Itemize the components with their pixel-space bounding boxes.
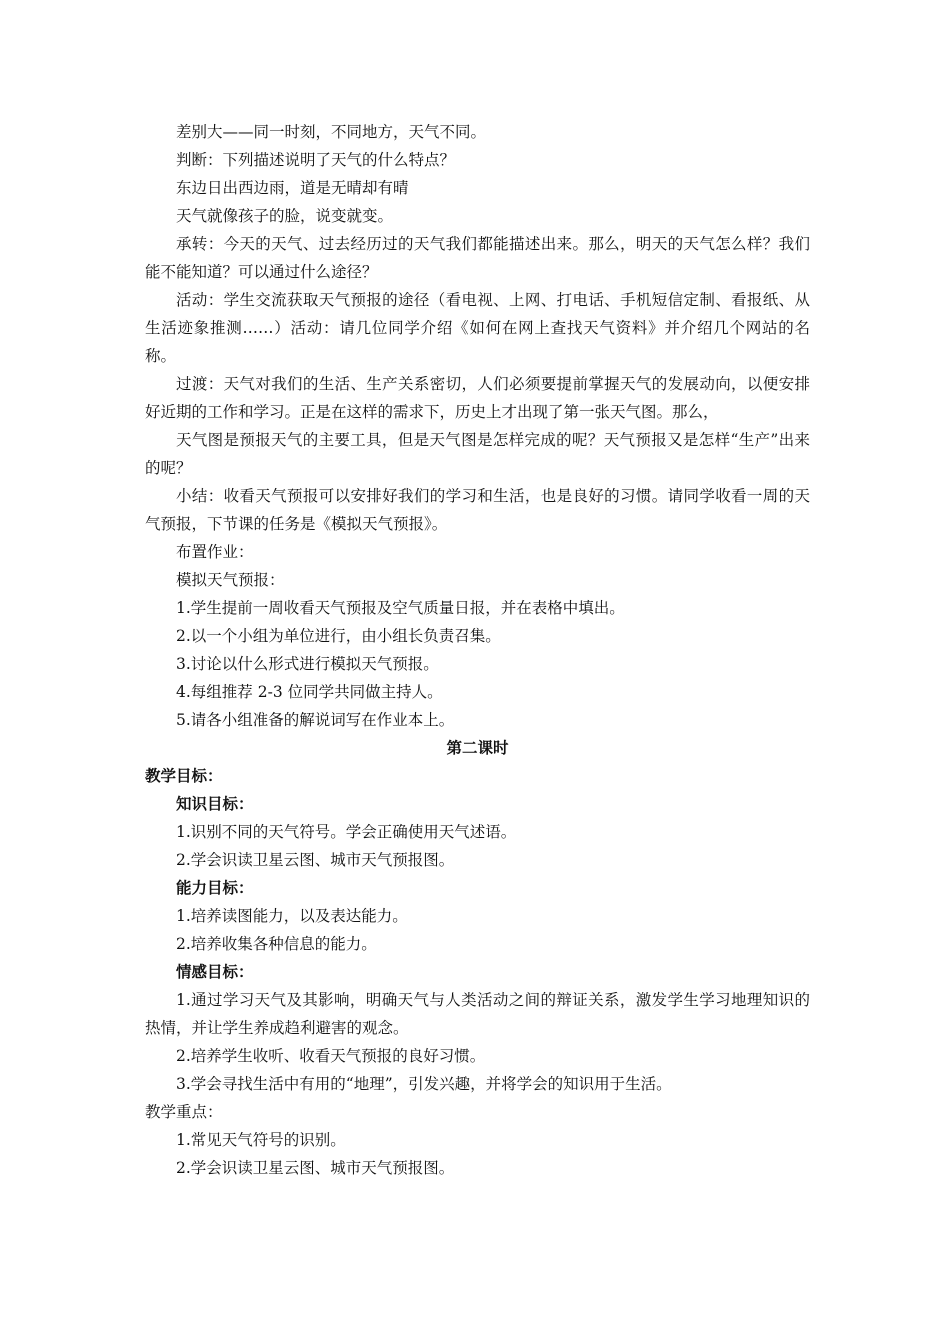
paragraph: 承转：今天的天气、过去经历过的天气我们都能描述出来。那么，明天的天气怎么样？我们能不能知道？可以通过什么途径？ [145,235,810,281]
paragraph: 天气就像孩子的脸，说变就变。 [176,207,394,225]
list-item: 2.学会识读卫星云图、城市天气预报图。 [176,851,455,869]
ability-heading: 能力目标： [176,878,254,897]
paragraph: 小结：收看天气预报可以安排好我们的学习和生活，也是良好的习惯。请同学收看一周的天气预报，下节课的任务是《模拟天气预报》。 [145,487,810,533]
paragraph: 判断：下列描述说明了天气的什么特点？ [176,151,456,169]
paragraph: 东边日出西边雨，道是无晴却有晴 [176,179,409,197]
list-item: 5.请各小组准备的解说词写在作业本上。 [176,711,455,729]
list-item: 1.通过学习天气及其影响，明确天气与人类活动之间的辩证关系，激发学生学习地理知识的热情，并让学生养成趋利避害的观念。 [145,991,810,1037]
list-item: 2.培养学生收听、收看天气预报的良好习惯。 [176,1047,486,1065]
emotion-heading: 情感目标： [176,962,254,981]
objectives-heading: 教学目标： [145,766,223,785]
paragraph: 活动：学生交流获取天气预报的途径（看电视、上网、打电话、手机短信定制、看报纸、从生活迹象推测……）活动：请几位同学介绍《如何在网上查找天气资料》并介绍几个网站的名称。 [145,291,810,365]
document-body [145,118,810,1182]
list-item: 4.每组推荐 2-3 位同学共同做主持人。 [176,683,443,701]
section-title: 第二课时 [446,738,509,757]
list-item: 2.学会识读卫星云图、城市天气预报图。 [176,1159,455,1177]
list-item: 2.培养收集各种信息的能力。 [176,935,377,953]
paragraph: 模拟天气预报： [176,571,285,589]
paragraph: 布置作业： [176,543,254,561]
list-item: 3.讨论以什么形式进行模拟天气预报。 [176,655,439,673]
list-item: 3.学会寻找生活中有用的“地理”，引发兴趣，并将学会的知识用于生活。 [176,1075,672,1093]
paragraph: 过渡：天气对我们的生活、生产关系密切，人们必须要提前掌握天气的发展动向，以便安排好近期的工作和学习。正是在这样的需求下，历史上才出现了第一张天气图。那么， [145,375,810,421]
knowledge-heading: 知识目标： [176,794,254,813]
paragraph: 天气图是预报天气的主要工具，但是天气图是怎样完成的呢？天气预报又是怎样“生产”出来的呢？ [145,431,810,477]
list-item: 1.学生提前一周收看天气预报及空气质量日报，并在表格中填出。 [176,599,625,617]
key-points-heading: 教学重点： [145,1103,223,1121]
list-item: 1.识别不同的天气符号。学会正确使用天气述语。 [176,823,517,841]
list-item: 2.以一个小组为单位进行，由小组长负责召集。 [176,627,501,645]
list-item: 1.培养读图能力，以及表达能力。 [176,907,408,925]
paragraph: 差别大——同一时刻，不同地方，天气不同。 [176,123,487,141]
list-item: 1.常见天气符号的识别。 [176,1131,346,1149]
